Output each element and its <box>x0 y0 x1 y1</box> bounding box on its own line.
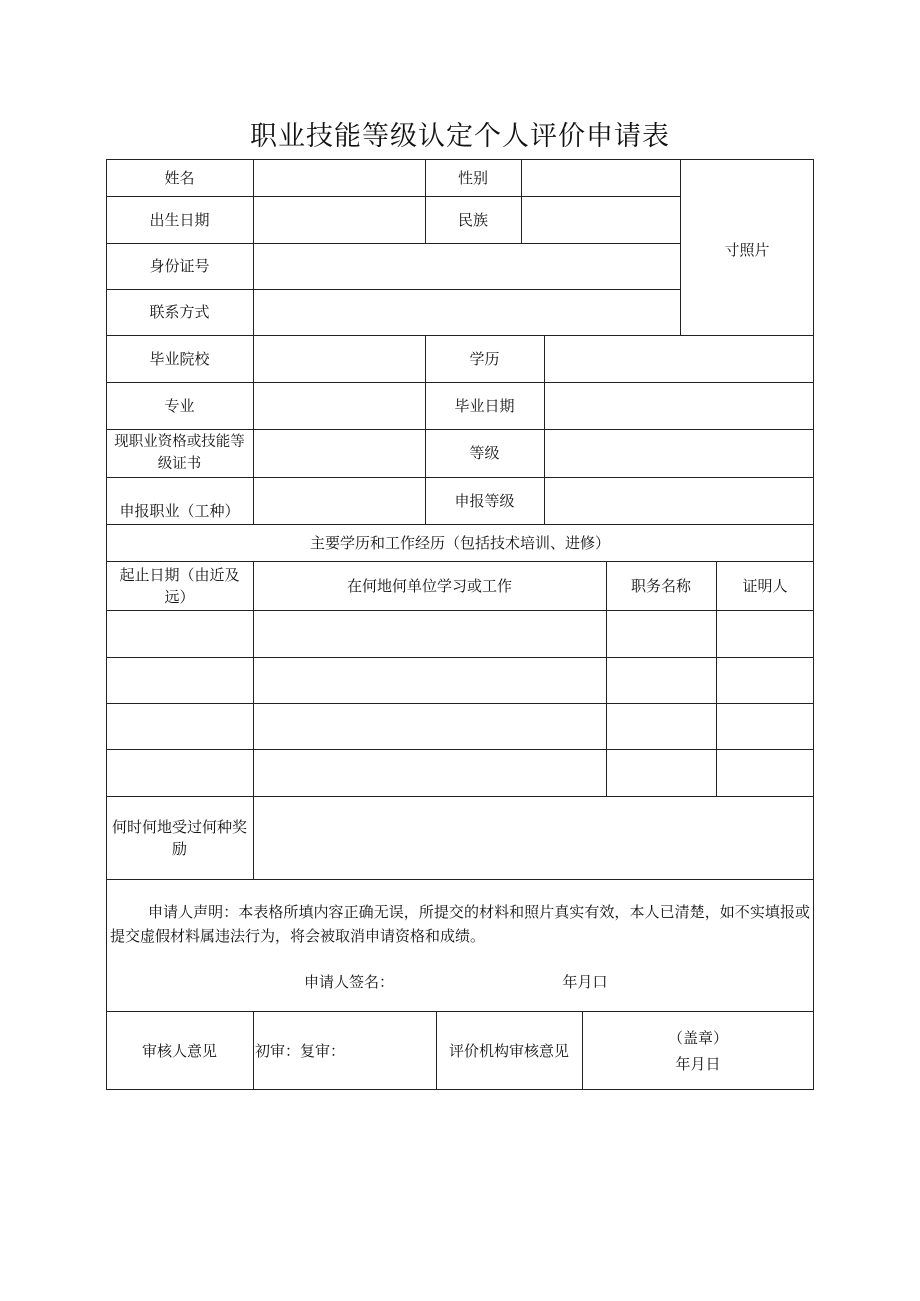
name-field[interactable] <box>254 160 425 196</box>
label-apply-occupation: 申报职业（工种） <box>119 502 240 520</box>
label-reviewer-opinion: 审核人意见 <box>141 1041 217 1060</box>
history-row-2-witness[interactable] <box>716 657 814 703</box>
school-field[interactable] <box>254 336 425 382</box>
current-qualification-field[interactable] <box>254 430 425 477</box>
history-header-place: 在何地何单位学习或工作 <box>346 576 512 595</box>
label-school: 毕业院校 <box>149 349 210 368</box>
gender-field[interactable] <box>522 160 680 196</box>
label-education: 学历 <box>469 349 500 368</box>
review-stages[interactable]: 初审：复审： <box>255 1041 346 1060</box>
label-birth-date: 出生日期 <box>149 210 210 229</box>
signature-field[interactable] <box>405 970 545 994</box>
label-contact: 联系方式 <box>149 303 210 321</box>
seal-label: （盖章） <box>667 1028 728 1047</box>
history-row-2-position[interactable] <box>606 657 716 703</box>
major-field[interactable] <box>254 383 425 429</box>
history-row-3-position[interactable] <box>606 703 716 749</box>
id-number-field[interactable] <box>254 244 680 289</box>
declaration-date: 年月口 <box>562 973 608 991</box>
contact-field[interactable] <box>254 290 680 335</box>
birth-date-field[interactable] <box>254 197 425 243</box>
label-gender: 性别 <box>457 168 488 187</box>
graduation-date-field[interactable] <box>545 383 813 429</box>
agency-date: 年月日 <box>675 1054 721 1073</box>
history-row-4-witness[interactable] <box>716 749 814 796</box>
history-row-3-place[interactable] <box>253 703 606 749</box>
label-current-qualification: 现职业资格或技能等级证书 <box>114 434 245 472</box>
history-section-title: 主要学历和工作经历（包括技术培训、进修） <box>309 533 610 552</box>
history-row-1-dates[interactable] <box>106 610 253 657</box>
history-row-1-witness[interactable] <box>716 610 814 657</box>
apply-occupation-field[interactable] <box>254 478 425 524</box>
history-header-dates: 起止日期（由近及远） <box>119 565 240 606</box>
label-name: 姓名 <box>164 168 195 187</box>
form-title: 职业技能等级认定个人评价申请表 <box>250 121 670 152</box>
history-header-position: 职务名称 <box>630 576 691 595</box>
agency-opinion-box[interactable] <box>582 1011 814 1090</box>
history-row-1-position[interactable] <box>606 610 716 657</box>
ethnicity-field[interactable] <box>522 197 680 243</box>
applicant-declaration: 申请人声明：本表格所填内容正确无误，所提交的材料和照片真实有效，本人已清楚，如不实填报或提交虚假材料属违法行为，将会被取消申请资格和成绩。 <box>110 903 810 945</box>
history-row-3-witness[interactable] <box>716 703 814 749</box>
history-row-1-place[interactable] <box>253 610 606 657</box>
label-id-number: 身份证号 <box>149 257 210 275</box>
history-row-2-place[interactable] <box>253 657 606 703</box>
signature-label: 申请人签名： <box>304 973 395 991</box>
label-graduation-date: 毕业日期 <box>454 396 515 415</box>
apply-level-field[interactable] <box>545 478 813 524</box>
history-row-4-dates[interactable] <box>106 749 253 796</box>
history-row-4-place[interactable] <box>253 749 606 796</box>
label-apply-level: 申报等级 <box>454 491 515 510</box>
label-level: 等级 <box>469 444 500 462</box>
photo-box[interactable]: 寸照片 <box>724 241 770 259</box>
label-agency-opinion: 评价机构审核意见 <box>448 1041 569 1060</box>
label-major: 专业 <box>164 396 195 415</box>
education-field[interactable] <box>545 336 813 382</box>
level-field[interactable] <box>545 430 813 477</box>
label-awards: 何时何地受过何种奖励 <box>111 817 247 858</box>
history-row-3-dates[interactable] <box>106 703 253 749</box>
history-row-4-position[interactable] <box>606 749 716 796</box>
awards-field[interactable] <box>254 797 813 879</box>
history-header-witness: 证明人 <box>742 576 788 595</box>
label-ethnicity: 民族 <box>457 210 488 229</box>
history-row-2-dates[interactable] <box>106 657 253 703</box>
